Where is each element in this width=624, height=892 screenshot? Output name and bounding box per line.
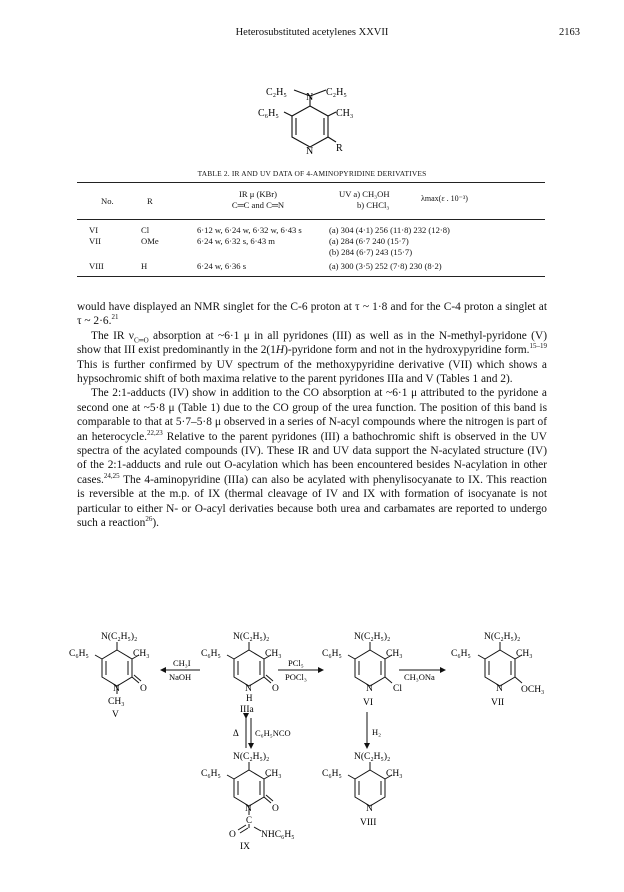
- iiia-amine: N(C₂H₅)₂: [233, 632, 270, 642]
- vi-chloro: Cl: [393, 684, 402, 694]
- cell-r: H: [141, 261, 148, 271]
- ix-amine: N(C₂H₅)₂: [233, 752, 270, 762]
- ix-phenyl: C₆H₅: [201, 769, 221, 779]
- ix-ring-n: N: [245, 804, 252, 814]
- viii-methyl: CH₃: [386, 769, 403, 779]
- cell-uv: (a) 304 (4·1) 256 (11·8) 232 (12·8): [329, 225, 450, 235]
- cell-no: VIII: [89, 261, 104, 271]
- body-text: [77, 300, 547, 531]
- vi-amine: N(C₂H₅)₂: [354, 632, 391, 642]
- reagent-pocl3: POCl₃: [285, 672, 307, 682]
- ir-uv-table: [77, 182, 545, 277]
- p2-text-b: absorption at ~6·1 μ in all pyridones (III) as well as in the N-methyl-pyridone (V) show that III exist predominantly in the 2(1: [77, 329, 547, 357]
- compound-viii: [322, 751, 403, 828]
- reagent-h2: H₂: [372, 727, 382, 737]
- vi-ring-n: N: [366, 684, 373, 694]
- cell-ir: 6·24 w, 6·32 s, 6·43 m: [197, 236, 275, 246]
- vi-methyl: CH₃: [386, 649, 403, 659]
- ring-methyl: CH₃: [336, 108, 354, 119]
- viii-amine: N(C₂H₅)₂: [354, 752, 391, 762]
- paragraph-2: [77, 329, 547, 387]
- p3-text-a: The 2:1-adducts (IV) show in addition to the CO absorption at ~6·1 μ attributed to the pyridone a second one at ~5·8 μ (Table 1) due to the CO group of the urea function. The position of this band is comparable to that at 5·7–5·8 μ observed in a series of N-acyl compounds where the nitrogen is part of an heterocycle.: [77, 387, 547, 443]
- viii-ring-n: N: [366, 804, 373, 814]
- iiia-n-h: H: [246, 693, 253, 703]
- vii-methyl: CH₃: [516, 649, 533, 659]
- running-title: Heterosubstituted acetylenes XXVII: [235, 27, 389, 38]
- ring-phenyl: C₆H₅: [258, 108, 279, 119]
- header-r: R: [147, 196, 153, 206]
- ix-nhph: NHC₆H₅: [261, 830, 295, 840]
- v-phenyl: C₆H₅: [69, 649, 89, 659]
- table-header-row: [77, 183, 545, 219]
- paragraph-3: [77, 386, 547, 530]
- v-ring-n: N: [113, 684, 120, 694]
- page-number: 2163: [559, 27, 580, 38]
- p3-text-b: Relative to the parent pyridones (III) a bathochromic shift is observed in the UV spectra of the acylated compounds (IV). These IR and UV data support the N-acylated structure (IV) of the 2:1-adducts and rule out O-acylation which has been encountered besides N-acylation in other cases.: [77, 430, 548, 486]
- r-group: R: [336, 143, 343, 154]
- vii-ring-n: N: [496, 684, 503, 694]
- label-vii: VII: [491, 698, 505, 708]
- iiia-phenyl: C₆H₅: [201, 649, 221, 659]
- v-oxygen: O: [140, 684, 147, 694]
- table-row: [77, 261, 545, 272]
- amine-right-ethyl: C₂H₅: [326, 87, 347, 98]
- reagent-heat: Δ: [233, 728, 239, 738]
- v-amine: N(C₂H₅)₂: [101, 632, 138, 642]
- iiia-oxygen: O: [272, 684, 279, 694]
- ix-carbonyl-o: O: [229, 830, 236, 840]
- label-ix: IX: [240, 842, 251, 852]
- header-uv-line2: b) CHCl₃: [357, 200, 390, 210]
- reagent-ch3ona: CH₃ONa: [404, 672, 435, 682]
- table-bottom-rule: [77, 276, 545, 277]
- paragraph-1: [77, 300, 547, 329]
- citation: 22,23: [147, 428, 163, 437]
- p2-italic: H: [275, 344, 285, 357]
- table-row: [77, 236, 545, 247]
- amine-nitrogen: N: [306, 92, 314, 103]
- table-row: [77, 225, 545, 236]
- p3-text-c: The 4-aminopyridine (IIIa) can also be acylated with phenylisocyanate to IX. This reaction is reversible at the m.p. of IX (thermal cleavage of IV and IX with formation of isocyanate is not particular to either N- or O-acyl derivaties because both urea and carbamates are reported to undergo such a reaction: [77, 473, 547, 530]
- cell-no: VII: [89, 236, 101, 246]
- vii-methoxy: OCH₃: [521, 685, 545, 695]
- label-v: V: [112, 710, 119, 720]
- v-methyl: CH₃: [133, 649, 150, 659]
- reagent-phnco: C₆H₅NCO: [255, 728, 291, 738]
- table-row-continued: [77, 247, 545, 258]
- viii-phenyl: C₆H₅: [322, 769, 342, 779]
- v-n-methyl: CH₃: [108, 697, 125, 707]
- header-ir-line2: C═C and C═N: [231, 200, 285, 210]
- reagent-naoh: NaOH: [169, 672, 192, 682]
- compound-iiia: [201, 631, 282, 715]
- header-uv-lambda: λmax(ε . 10⁻³): [421, 194, 468, 203]
- compound-v: [69, 631, 150, 720]
- pyridine-structure-top: [230, 88, 400, 166]
- table-caption: TABLE 2. IR AND UV DATA OF 4-AMINOPYRIDINE DERIVATIVES: [197, 169, 427, 178]
- citation: 21: [111, 313, 119, 322]
- header-ir-line1: IR μ (KBr): [238, 189, 278, 199]
- p3-text-d: ).: [152, 517, 159, 530]
- header-uv-line1: UV a) CH₃OH: [339, 189, 390, 199]
- ring-nitrogen: N: [306, 146, 314, 157]
- vi-phenyl: C₆H₅: [322, 649, 342, 659]
- p2-text-c: )-pyridone form and not in the hydroxypyridine form.: [284, 344, 530, 357]
- iiia-methyl: CH₃: [265, 649, 282, 659]
- cell-ir: 6·12 w, 6·24 w, 6·32 w, 6·43 s: [197, 225, 302, 235]
- header-no: No.: [101, 196, 114, 206]
- reaction-scheme: [69, 632, 557, 852]
- citation: 15–19: [529, 342, 547, 351]
- vii-amine: N(C₂H₅)₂: [484, 632, 521, 642]
- p2-text-a: The IR ν: [91, 329, 134, 342]
- amine-left-ethyl: C₂H₅: [266, 87, 287, 98]
- cell-ir: 6·24 w, 6·36 s: [197, 261, 247, 271]
- label-iiia: IIIa: [240, 705, 254, 715]
- citation: 26: [145, 515, 153, 524]
- ix-methyl: CH₃: [265, 769, 282, 779]
- compound-ix: [201, 751, 295, 852]
- reagent-ch3i: CH₃I: [173, 658, 191, 668]
- vii-phenyl: C₆H₅: [451, 649, 471, 659]
- label-viii: VIII: [360, 818, 377, 828]
- cell-no: VI: [89, 225, 99, 235]
- compound-vi: [322, 631, 403, 708]
- p2-text-d: This is further confirmed by UV spectrum of the methoxypyridine derivative (VII) which shows a hypsochromic shift of both maxima relative to the parent pyridones IIIa and V (Tables 1 and 2).: [77, 358, 547, 386]
- cell-uv: (a) 300 (3·5) 252 (7·8) 230 (8·2): [329, 261, 442, 271]
- p1-text: would have displayed an NMR singlet for the C-6 proton at τ ~ 1·8 and for the C-4 proton a singlet at τ ~ 2·6.: [77, 301, 547, 328]
- reagent-pcl5: PCl₅: [288, 658, 304, 668]
- cell-uv: (b) 284 (6·7) 243 (15·7): [329, 247, 413, 257]
- label-vi: VI: [363, 698, 374, 708]
- cell-r: OMe: [141, 236, 159, 246]
- p2-subscript: C═O: [133, 336, 149, 345]
- ix-carbonyl-c: C: [246, 815, 253, 825]
- iiia-ring-n: N: [245, 684, 252, 694]
- ix-oxygen: O: [272, 804, 279, 814]
- compound-vii: [451, 631, 544, 708]
- cell-r: Cl: [141, 225, 150, 235]
- cell-uv: (a) 284 (6·7 240 (15·7): [329, 236, 409, 246]
- citation: 24,25: [103, 472, 120, 481]
